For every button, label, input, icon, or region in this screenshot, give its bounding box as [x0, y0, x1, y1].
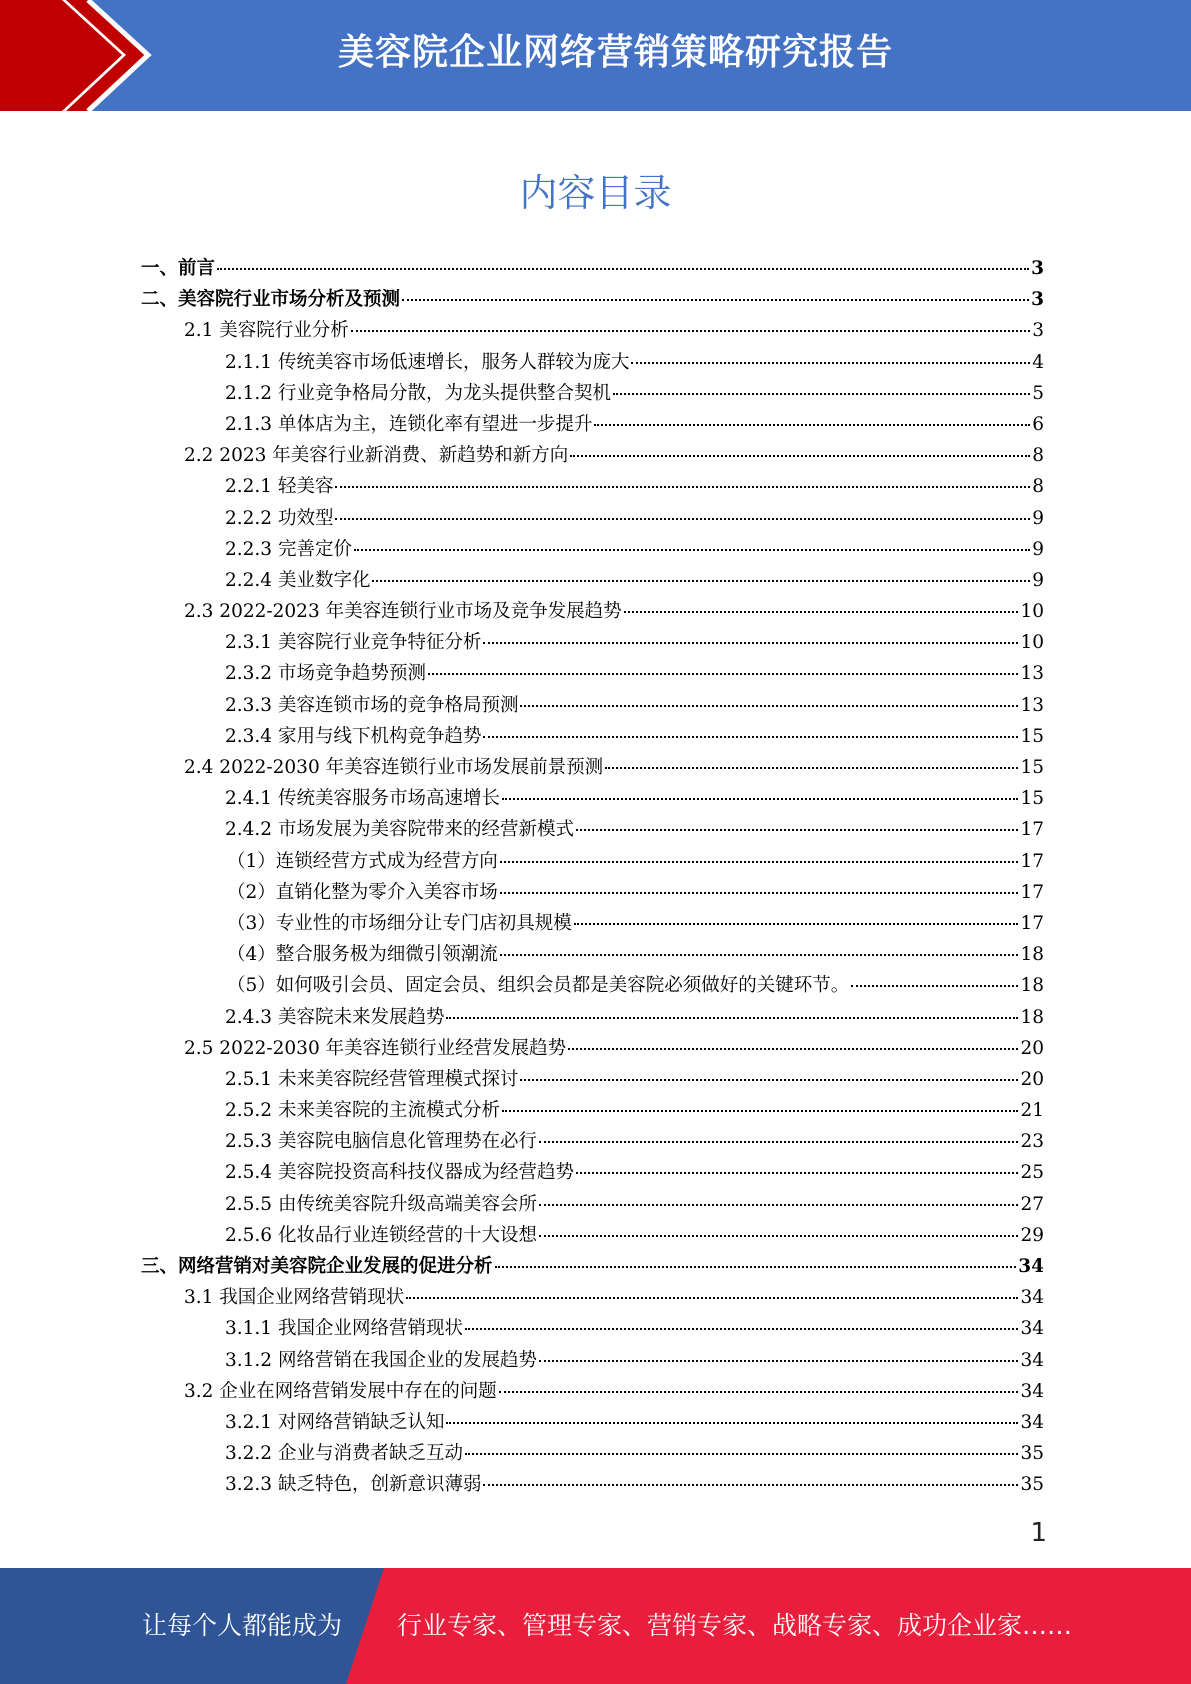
toc-entry[interactable] [141, 441, 1044, 472]
toc-leader-dots [520, 705, 1018, 707]
toc-entry[interactable] [141, 254, 1044, 285]
toc-entry-page: 34 [1020, 1411, 1044, 1433]
toc-leader-dots [372, 580, 1030, 582]
table-of-contents [141, 254, 1044, 1502]
toc-entry[interactable] [141, 316, 1044, 347]
toc-entry[interactable] [141, 1003, 1044, 1034]
toc-entry-title: 3.2.2 企业与消费者缺乏互动 [225, 1443, 463, 1465]
toc-entry-page: 18 [1020, 1006, 1044, 1028]
toc-entry-page: 9 [1032, 538, 1044, 560]
toc-entry[interactable] [141, 1408, 1044, 1439]
toc-leader-dots [502, 1110, 1018, 1112]
toc-entry[interactable] [141, 691, 1044, 722]
toc-entry[interactable] [141, 1252, 1044, 1283]
footer-slogan-left: 让每个人都能成为 [142, 1611, 343, 1640]
toc-leader-dots [446, 1017, 1018, 1019]
toc-leader-dots [631, 362, 1030, 364]
toc-entry-title: 2.5.2 未来美容院的主流模式分析 [225, 1100, 500, 1122]
toc-leader-dots [500, 861, 1019, 863]
toc-entry[interactable] [141, 628, 1044, 659]
toc-entry-page: 20 [1020, 1068, 1044, 1090]
toc-entry-title: 2.1.2 行业竞争格局分散，为龙头提供整合契机 [225, 382, 611, 404]
toc-entry[interactable] [141, 1221, 1044, 1252]
toc-entry[interactable] [141, 348, 1044, 379]
toc-leader-dots [574, 923, 1019, 925]
toc-entry-page: 34 [1020, 1287, 1044, 1309]
toc-entry-title: 2.5.3 美容院电脑信息化管理势在必行 [225, 1131, 537, 1153]
toc-entry[interactable] [141, 1096, 1044, 1127]
toc-entry-title: 3.2 企业在网络营销发展中存在的问题 [184, 1380, 497, 1402]
toc-entry[interactable] [141, 1439, 1044, 1470]
toc-entry-page: 18 [1020, 975, 1044, 997]
toc-entry[interactable] [141, 1346, 1044, 1377]
toc-entry-title: 2.1 美容院行业分析 [184, 320, 349, 342]
toc-leader-dots [354, 549, 1030, 551]
toc-entry-page: 13 [1020, 663, 1044, 685]
toc-leader-dots [335, 518, 1030, 520]
toc-entry-title: 2.1.1 传统美容市场低速增长，服务人群较为庞大 [225, 351, 630, 373]
toc-leader-dots [539, 1204, 1018, 1206]
toc-leader-dots [465, 1328, 1018, 1330]
toc-entry-title: 2.3 2022-2023 年美容连锁行业市场及竞争发展趋势 [184, 601, 622, 623]
toc-entry-title: 2.3.4 家用与线下机构竞争趋势 [225, 725, 482, 747]
toc-entry-page: 34 [1020, 1380, 1044, 1402]
toc-entry-page: 23 [1020, 1131, 1044, 1153]
toc-entry-title: 3.1 我国企业网络营销现状 [184, 1287, 405, 1309]
toc-leader-dots [500, 954, 1019, 956]
toc-leader-dots [576, 1172, 1018, 1174]
toc-leader-dots [539, 1235, 1018, 1237]
toc-entry[interactable] [141, 504, 1044, 535]
toc-entry[interactable] [141, 659, 1044, 690]
toc-leader-dots [520, 1079, 1018, 1081]
toc-entry-title: 3.1.1 我国企业网络营销现状 [225, 1318, 463, 1340]
page-number: 1 [1030, 1518, 1047, 1548]
toc-entry-page: 6 [1032, 413, 1044, 435]
toc-leader-dots [613, 393, 1030, 395]
toc-entry-title: 2.2.3 完善定价 [225, 538, 352, 560]
toc-entry-page: 15 [1020, 788, 1044, 810]
toc-entry-page: 17 [1020, 881, 1044, 903]
toc-leader-dots [605, 767, 1018, 769]
toc-leader-dots [402, 299, 1029, 301]
toc-entry[interactable] [141, 410, 1044, 441]
toc-leader-dots [499, 1391, 1019, 1393]
toc-leader-dots [495, 1266, 1017, 1268]
toc-leader-dots [624, 611, 1019, 613]
toc-entry-title: （5）如何吸引会员、固定会员、组织会员都是美容院必须做好的关键环节。 [227, 975, 850, 997]
toc-entry-page: 34 [1020, 1318, 1044, 1340]
toc-entry-page: 10 [1020, 632, 1044, 654]
toc-entry[interactable] [141, 535, 1044, 566]
toc-entry[interactable] [141, 1377, 1044, 1408]
toc-entry[interactable] [141, 722, 1044, 753]
toc-entry[interactable] [141, 909, 1044, 940]
toc-entry[interactable] [141, 1034, 1044, 1065]
toc-entry-title: 2.5.1 未来美容院经营管理模式探讨 [225, 1068, 519, 1090]
toc-leader-dots [576, 829, 1018, 831]
toc-entry-page: 27 [1020, 1193, 1044, 1215]
toc-entry-title: 2.1.3 单体店为主，连锁化率有望进一步提升 [225, 413, 593, 435]
toc-leader-dots [446, 1422, 1018, 1424]
toc-entry-page: 8 [1032, 445, 1044, 467]
toc-entry-title: 2.4.3 美容院未来发展趋势 [225, 1006, 445, 1028]
toc-leader-dots [217, 268, 1029, 270]
toc-entry-page: 15 [1020, 757, 1044, 778]
toc-entry-title: 2.2 2023 年美容行业新消费、新趋势和新方向 [184, 445, 569, 467]
toc-entry-page: 8 [1032, 476, 1044, 498]
toc-entry-page: 3 [1031, 289, 1044, 311]
toc-entry-title: （2）直销化整为零介入美容市场 [227, 881, 498, 903]
toc-entry-page: 3 [1031, 258, 1044, 279]
toc-entry-page: 29 [1020, 1224, 1044, 1246]
toc-entry-page: 35 [1020, 1443, 1044, 1465]
toc-entry-page: 15 [1020, 725, 1044, 747]
footer-slogan-right: 行业专家、管理专家、营销专家、战略专家、成功企业家…… [397, 1611, 1073, 1640]
toc-leader-dots [502, 798, 1018, 800]
toc-entry-title: 2.5.6 化妆品行业连锁经营的十大设想 [225, 1224, 537, 1246]
footer-banner [0, 1568, 1191, 1684]
toc-entry[interactable] [141, 379, 1044, 410]
toc-leader-dots [465, 1453, 1018, 1455]
toc-entry-title: 2.4.2 市场发展为美容院带来的经营新模式 [225, 819, 574, 841]
toc-leader-dots [539, 1360, 1018, 1362]
toc-leader-dots [570, 455, 1030, 457]
toc-entry[interactable] [141, 1190, 1044, 1221]
toc-leader-dots [406, 1297, 1018, 1299]
toc-leader-dots [483, 642, 1018, 644]
toc-entry[interactable] [141, 1470, 1044, 1501]
toc-leader-dots [851, 985, 1018, 987]
toc-entry-page: 17 [1020, 850, 1044, 872]
toc-entry[interactable] [141, 1158, 1044, 1189]
toc-entry-title: 2.3.3 美容连锁市场的竞争格局预测 [225, 694, 519, 716]
toc-entry-title: 2.3.1 美容院行业竞争特征分析 [225, 632, 482, 654]
toc-entry-page: 34 [1018, 1256, 1044, 1277]
toc-entry-page: 35 [1020, 1474, 1044, 1496]
toc-entry-page: 17 [1020, 912, 1044, 934]
toc-entry-page: 17 [1020, 819, 1044, 841]
toc-entry-page: 20 [1020, 1037, 1044, 1059]
toc-entry-title: 一、前言 [141, 258, 216, 279]
toc-entry-title: （1）连锁经营方式成为经营方向 [227, 850, 498, 872]
toc-entry-title: 二、美容院行业市场分析及预测 [141, 289, 401, 311]
toc-entry-title: 三、网络营销对美容院企业发展的促进分析 [141, 1256, 493, 1277]
toc-entry-title: 3.1.2 网络营销在我国企业的发展趋势 [225, 1349, 537, 1371]
toc-entry-page: 3 [1032, 320, 1044, 342]
toc-entry[interactable] [141, 878, 1044, 909]
toc-entry-title: 2.4.1 传统美容服务市场高速增长 [225, 788, 500, 810]
toc-leader-dots [483, 1484, 1018, 1486]
toc-entry[interactable] [141, 753, 1044, 784]
toc-entry[interactable] [141, 472, 1044, 503]
toc-entry[interactable] [141, 1065, 1044, 1096]
toc-leader-dots [428, 673, 1018, 675]
toc-entry-page: 9 [1032, 569, 1044, 591]
toc-leader-dots [351, 330, 1030, 332]
toc-entry[interactable] [141, 597, 1044, 628]
toc-entry[interactable] [141, 940, 1044, 971]
toc-entry-title: 2.5 2022-2030 年美容连锁行业经营发展趋势 [184, 1037, 567, 1059]
toc-entry-page: 21 [1020, 1100, 1044, 1122]
toc-entry-title: （3）专业性的市场细分让专门店初具规模 [227, 912, 572, 934]
toc-entry[interactable] [141, 971, 1044, 1002]
toc-entry-title: 2.2.2 功效型 [225, 507, 334, 529]
toc-entry-title: 2.2.4 美业数字化 [225, 569, 371, 591]
toc-leader-dots [483, 736, 1018, 738]
toc-entry-page: 34 [1020, 1349, 1044, 1371]
toc-entry-title: 2.4 2022-2030 年美容连锁行业市场发展前景预测 [184, 757, 604, 778]
toc-entry[interactable] [141, 285, 1044, 316]
toc-entry[interactable] [141, 566, 1044, 597]
toc-entry-page: 10 [1020, 601, 1044, 623]
toc-entry[interactable] [141, 1283, 1044, 1314]
toc-entry[interactable] [141, 847, 1044, 878]
toc-entry-title: 2.5.4 美容院投资高科技仪器成为经营趋势 [225, 1162, 574, 1184]
toc-entry[interactable] [141, 815, 1044, 846]
toc-entry-page: 18 [1020, 944, 1044, 966]
toc-entry-page: 4 [1032, 351, 1044, 373]
toc-entry-title: 3.2.1 对网络营销缺乏认知 [225, 1411, 445, 1433]
toc-entry-page: 5 [1032, 382, 1044, 404]
toc-leader-dots [594, 424, 1030, 426]
toc-entry-title: 2.3.2 市场竞争趋势预测 [225, 663, 426, 685]
toc-leader-dots [500, 892, 1019, 894]
toc-leader-dots [568, 1048, 1018, 1050]
toc-entry-title: 3.2.3 缺乏特色，创新意识薄弱 [225, 1474, 482, 1496]
toc-entry-page: 13 [1020, 694, 1044, 716]
toc-leader-dots [539, 1141, 1018, 1143]
toc-entry-title: （4）整合服务极为细微引领潮流 [227, 944, 498, 966]
toc-entry-page: 25 [1020, 1162, 1044, 1184]
report-title: 美容院企业网络营销策略研究报告 [337, 32, 893, 73]
toc-entry[interactable] [141, 1314, 1044, 1345]
toc-entry[interactable] [141, 784, 1044, 815]
toc-entry-title: 2.5.5 由传统美容院升级高端美容会所 [225, 1193, 537, 1215]
header-banner [0, 0, 1191, 111]
toc-leader-dots [335, 486, 1030, 488]
toc-entry-title: 2.2.1 轻美容 [225, 476, 334, 498]
toc-entry-page: 9 [1032, 507, 1044, 529]
toc-heading: 内容目录 [519, 171, 672, 215]
toc-entry[interactable] [141, 1127, 1044, 1158]
